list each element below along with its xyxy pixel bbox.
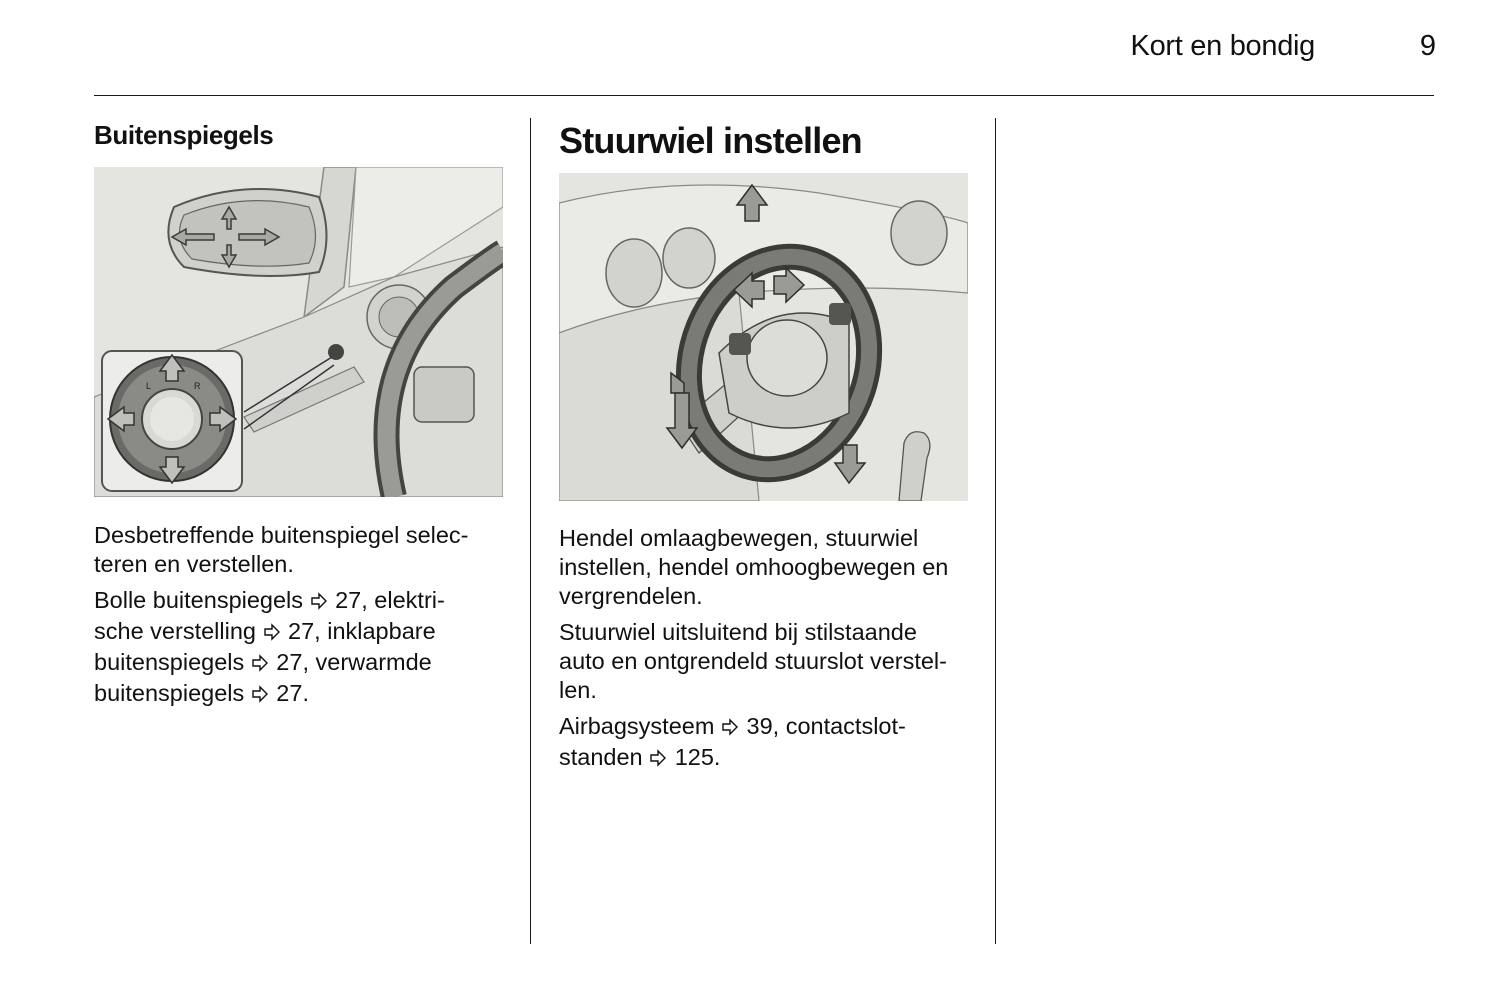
steering-paragraph-3 bbox=[559, 712, 979, 774]
text-line: Desbetreffende buitenspiegel selec- bbox=[94, 522, 469, 548]
header-rule bbox=[94, 95, 1434, 96]
mirrors-paragraph-1 bbox=[94, 521, 514, 579]
text-line: teren en verstellen. bbox=[94, 551, 294, 577]
text-line: Hendel omlaagbewegen, stuurwiel bbox=[559, 525, 919, 551]
cross-reference-link[interactable]: 27. bbox=[269, 680, 309, 706]
section-heading-mirrors: Buitenspiegels bbox=[94, 120, 274, 150]
column-divider-1 bbox=[530, 118, 531, 944]
cross-reference-link[interactable]: 39, contactslot- bbox=[739, 713, 906, 739]
steering-paragraph-2 bbox=[559, 618, 979, 705]
cross-reference-link[interactable]: 27, inklapbare bbox=[281, 618, 436, 644]
steering-body bbox=[559, 524, 979, 781]
text-line: sche verstelling bbox=[94, 618, 256, 644]
arrow-right-outline-icon bbox=[649, 745, 668, 774]
steering-wheel-illustration bbox=[559, 173, 968, 501]
mirror-adjust-illustration bbox=[94, 167, 503, 497]
text-line: instellen, hendel omhoogbewegen en bbox=[559, 554, 949, 580]
text-line: Airbagsysteem bbox=[559, 713, 715, 739]
text-line: auto en ontgrendeld stuurslot verstel- bbox=[559, 648, 947, 674]
text-line: Stuurwiel uitsluitend bij stilstaande bbox=[559, 619, 917, 645]
text-line: vergrendelen. bbox=[559, 583, 703, 609]
arrow-right-outline-icon bbox=[310, 588, 329, 617]
running-header-title: Kort en bondig bbox=[1130, 30, 1315, 62]
text-line: buitenspiegels bbox=[94, 649, 245, 675]
mirrors-paragraph-2 bbox=[94, 586, 514, 710]
arrow-right-outline-icon bbox=[251, 681, 270, 710]
mirrors-body bbox=[94, 521, 514, 717]
cross-reference-link[interactable]: 27, elektri- bbox=[328, 587, 445, 613]
text-line: buitenspiegels bbox=[94, 680, 245, 706]
column-divider-2 bbox=[995, 118, 996, 944]
text-line: len. bbox=[559, 677, 597, 703]
cross-reference-link[interactable]: 27, verwarmde bbox=[269, 649, 432, 675]
page-number: 9 bbox=[1419, 30, 1436, 62]
arrow-right-outline-icon bbox=[721, 714, 740, 743]
arrow-right-outline-icon bbox=[251, 650, 270, 679]
steering-paragraph-1 bbox=[559, 524, 979, 611]
arrow-right-outline-icon bbox=[263, 619, 282, 648]
text-line: standen bbox=[559, 744, 643, 770]
text-line: Bolle buitenspiegels bbox=[94, 587, 304, 613]
mirror-right-label: R bbox=[194, 381, 201, 391]
section-heading-steering: Stuurwiel instellen bbox=[559, 120, 862, 161]
cross-reference-link[interactable]: 125. bbox=[668, 744, 721, 770]
mirror-left-label: L bbox=[146, 381, 152, 391]
